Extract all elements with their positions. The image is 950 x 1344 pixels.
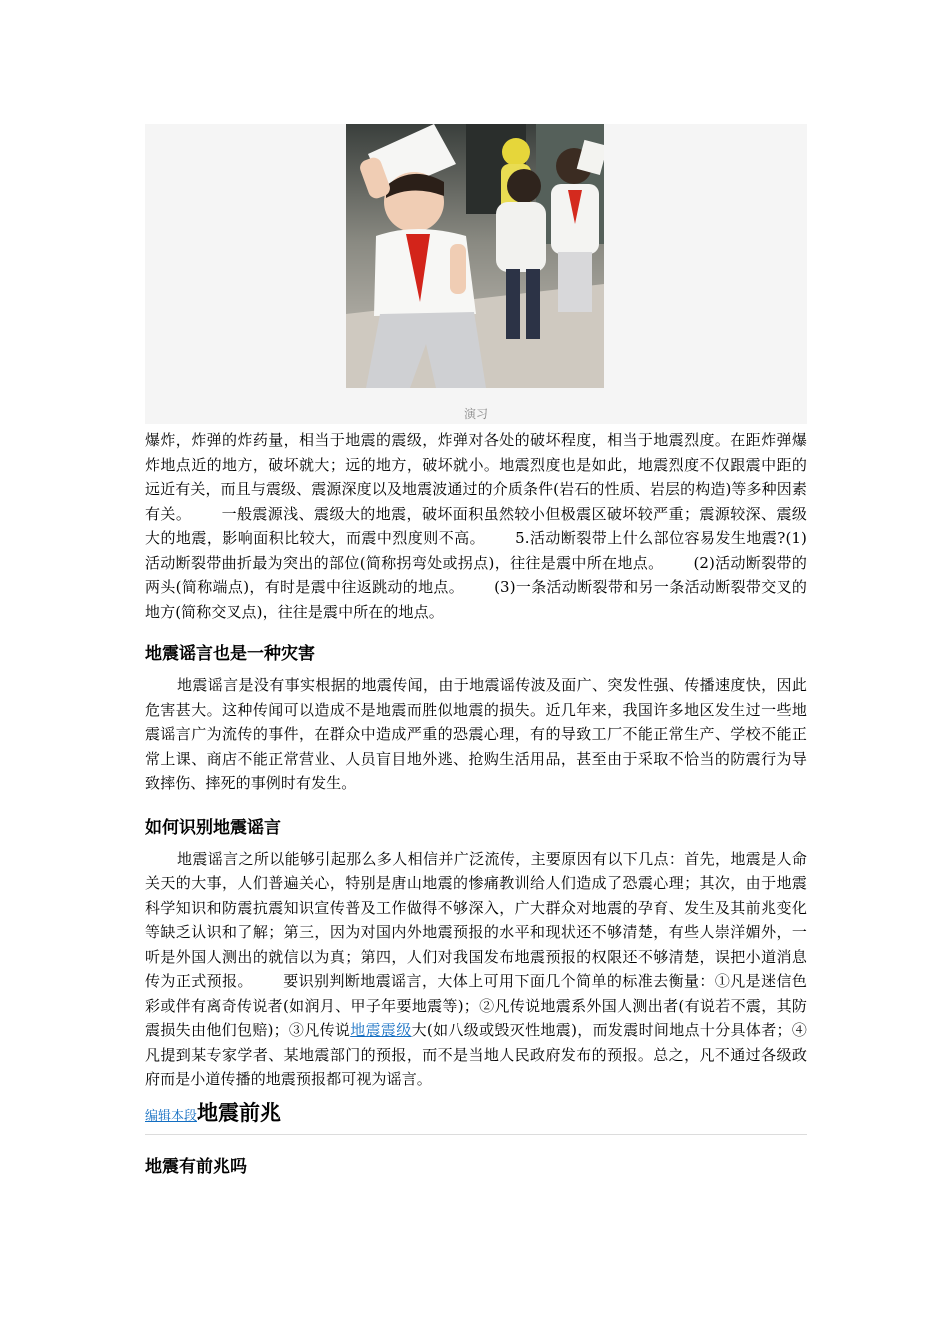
section-title-precursor: 地震前兆 (197, 1100, 282, 1125)
figure (145, 124, 807, 424)
earthquake-magnitude-link[interactable]: 地震震级 (350, 1021, 412, 1039)
rumor-paragraph: 地震谣言是没有事实根据的地震传闻，由于地震谣传波及面广、突发性强、传播速度快，因此危害甚大。这种传闻可以造成不是地震而胜似地震的损失。近几年来，我国许多地区发生过一些地震谣言广为流传的事件，在群众中造成严重的恐震心理，有的导致工厂不能正常生产、学校不能正常上课、商店不能正常营业、人员盲目地外逃、抢购生活用品，甚至由于采取不恰当的防震行为导致摔伤、摔死的事例时有发生。 (145, 676, 807, 792)
intro-text-1: 爆炸，炸弹的炸药量，相当于地震的震级，炸弹对各处的破坏程度，相当于地震烈度。在距炸弹爆炸地点近的地方，破坏就大；远的地方，破坏就小。地震烈度也是如此，地震烈度不仅跟震中距的远近有关，而且与震级、震源深度以及地震波通过的介质条件(岩石的性质、岩层的构造)等多种因素有关。 (145, 431, 807, 523)
section-heading-identify: 如何识别地震谣言 (145, 817, 281, 838)
section-divider (145, 1134, 807, 1135)
intro-text-5: (3)一条活动断裂带和另一条活动断裂带交叉的地方(简称交叉点)，往往是震中所在的地点。 (145, 578, 808, 621)
section-heading-precursor: 地震有前兆吗 (145, 1156, 247, 1177)
identify-paragraph (145, 847, 807, 1092)
edit-section-link[interactable]: 编辑本段 (145, 1108, 198, 1124)
identify-text-1: 地震谣言之所以能够引起那么多人相信并广泛流传，主要原因有以下几点：首先，地震是人命关天的大事，人们普遍关心，特别是唐山地震的惨痛教训给人们造成了恐震心理；其次，由于地震科学知识和防震抗震知识宣传普及工作做得不够深入，广大群众对地震的孕育、发生及其前兆变化等缺乏认识和了解；第三，因为对国内外地震预报的水平和现状还不够清楚，有些人崇洋媚外，一听是外国人测出的就信以为真；第四，人们对我国发布地震预报的权限还不够清楚，误把小道消息传为正式预报。 (145, 849, 807, 990)
identify-text-2: 要识别判断地震谣言，大体上可用下面几个简单的标准去衡量：①凡是迷信色彩或伴有离奇传说者(如润月、甲子年要地震等)；②凡传说地震系外国人测出者(有说若不震，其防震损失由他们包赔)；③凡传说 (145, 972, 807, 1039)
intro-text-3: 5.活动断裂带上什么部位容易发生地震?(1)活动断裂带曲折最为突出的部位(简称拐弯处或拐点)，往往是震中所在地点。 (145, 529, 807, 572)
section-heading-rumor: 地震谣言也是一种灾害 (145, 644, 315, 664)
identify-text-3: 大(如八级或毁灭性地震)，而发震时间地点十分具体者；④凡提到某专家学者、某地震部门的预报，而不是当地人民政府发布的预报。总之，凡不通过各级政府而是小道传播的地震预报都可视为谣言。 (145, 1021, 807, 1088)
earthquake-drill-photo (346, 124, 604, 388)
intro-paragraph (145, 428, 807, 624)
document-page (145, 124, 807, 1179)
intro-text-2: 一般震源浅、震级大的地震，破坏面积虽然较小但极震区破坏较严重；震源较深、震级大的地震，影响面积比较大，而震中烈度则不高。 (145, 504, 807, 547)
intro-text-4: (2)活动断裂带的两头(简称端点)，有时是震中往返跳动的地点。 (145, 553, 807, 596)
figure-caption: 演习 (463, 407, 488, 421)
section-title-row (145, 1098, 807, 1128)
